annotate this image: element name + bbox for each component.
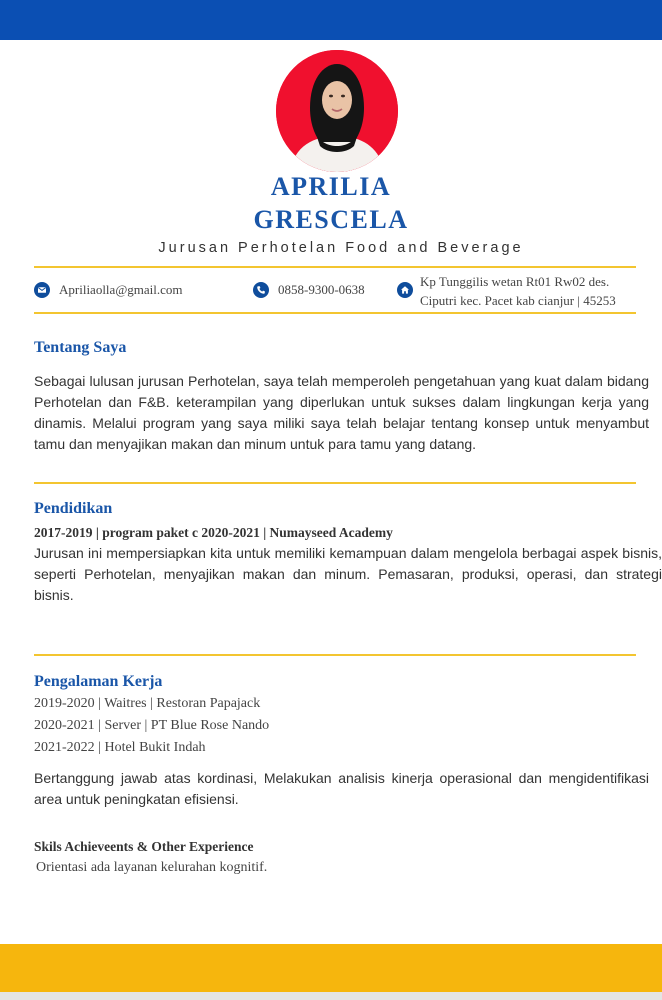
skills-title: Skils Achieveents & Other Experience [34,839,254,854]
education-title: Pendidikan [34,500,113,517]
contact-phone[interactable] [253,282,365,298]
mail-icon [34,282,50,298]
contact-top-rule [34,266,636,268]
education-line: 2017-2019 | program paket c 2020-2021 | Numayseed Academy [34,525,393,540]
about-title: Tentang Saya [34,339,127,356]
skills-text: Orientasi ada layanan kelurahan kognitif. [36,860,268,875]
job-item: 2020-2021 | Server | PT Blue Rose Nando [34,718,270,733]
phone-icon [253,282,269,298]
address-line-1: Kp Tunggilis wetan Rt01 Rw02 des. [420,274,610,289]
experience-text: Bertanggung jawab atas kordinasi, Melakukan analisis kinerja operasional dan mengidentifikasi area untuk peningkatan efisiensi. [34,770,649,807]
contact-email[interactable] [34,282,183,298]
education-text: Jurusan ini mempersiapkan kita untuk memiliki kemampuan dalam mengelola berbagai aspek bisnis, seperti Perhotelan, menyajikan makan dan minum. Pemasaran, produksi, operasi, dan strategi bisnis. [34,545,662,603]
experience-title: Pengalaman Kerja [34,673,163,690]
education-divider [34,654,636,656]
last-name: GRESCELA [253,205,409,234]
phone-text: 0858-9300-0638 [278,282,365,297]
contact-address-icon-wrap [397,282,422,298]
first-name: APRILIA [270,172,392,201]
profile-photo [276,50,398,172]
bottom-strip [0,992,662,1000]
home-icon [397,282,413,298]
about-text: Sebagai lulusan jurusan Perhotelan, saya telah memperoleh pengetahuan yang kuat dalam bidang Perhotelan dan F&B. keterampilan yang diperlukan untuk sukses dalam lingkungan kerja yang dinamis. Melalui program yang saya miliki saya telah belajar tentang konsep untuk menyambut tamu dan menyajikan makan dan minum untuk para tamu yang datang. [34,373,649,452]
email-text: Apriliaolla@gmail.com [59,282,183,297]
bottom-banner [0,944,662,992]
job-item: 2021-2022 | Hotel Bukit Indah [34,740,206,755]
address-line-2: Ciputri kec. Pacet kab cianjur | 45253 [420,293,616,308]
contact-address [420,272,616,310]
contact-bottom-rule [34,312,636,314]
job-item: 2019-2020 | Waitres | Restoran Papajack [34,696,261,711]
top-banner [0,0,662,40]
about-divider [34,482,636,484]
job-subtitle: Jurusan Perhotelan Food and Beverage [158,240,524,256]
